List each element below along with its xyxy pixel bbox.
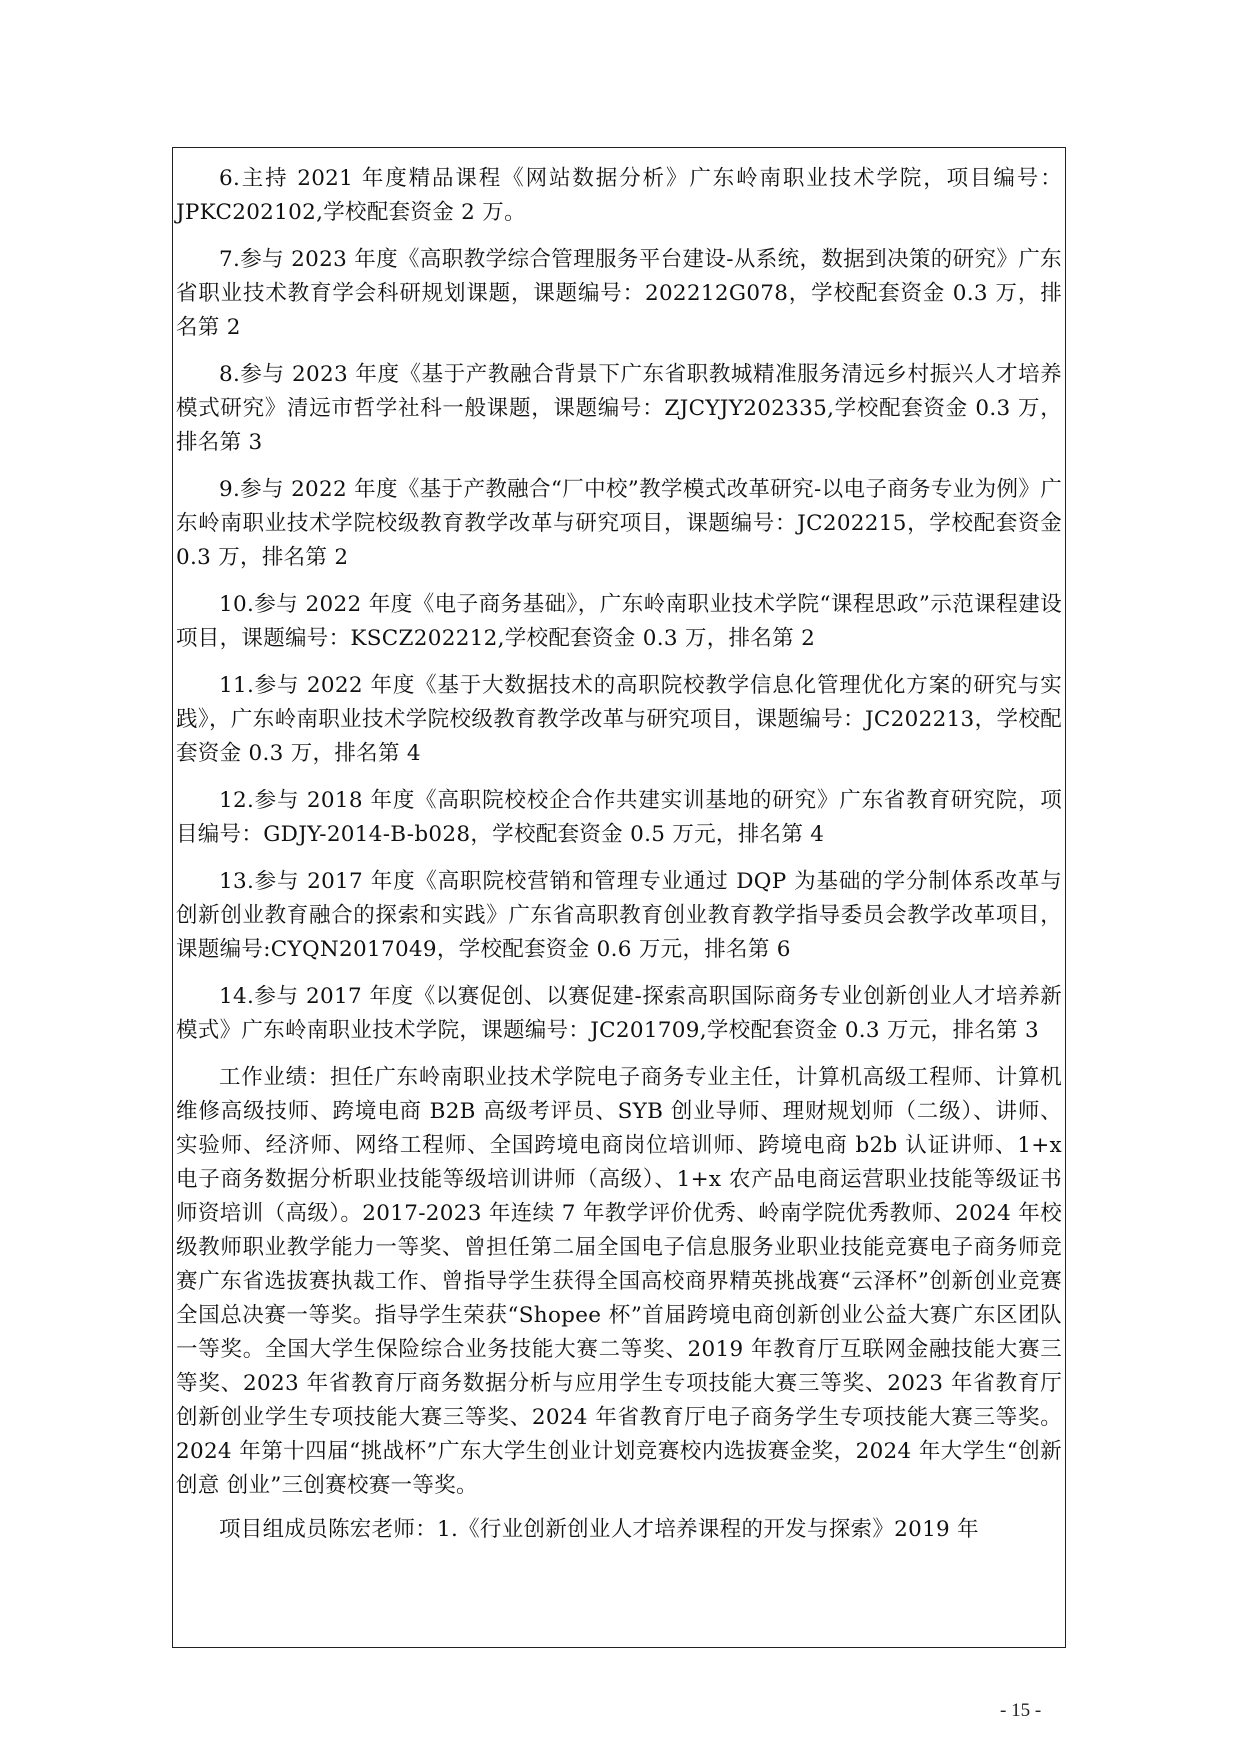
project-item-10: 10.参与 2022 年度《电子商务基础》，广东岭南职业技术学院“课程思政”示范课程建设项目，课题编号：KSCZ202212,学校配套资金 0.3 万，排名第 2 bbox=[176, 592, 1062, 651]
project-item-13: 13.参与 2017 年度《高职院校营销和管理专业通过 DQP 为基础的学分制体系改革与创新创业教育融合的探索和实践》广东省高职教育创业教育教学指导委员会教学改革项目，课题编号:CYQN2017049，学校配套资金 0.6 万元，排名第 6 bbox=[176, 869, 1062, 962]
table-cell-content bbox=[176, 162, 1062, 1560]
page-number: - 15 - bbox=[1000, 1700, 1042, 1721]
project-item-7: 7.参与 2023 年度《高职教学综合管理服务平台建设-从系统，数据到决策的研究》广东省职业技术教育学会科研规划课题，课题编号：202212G078，学校配套资金 0.3 万，排名第 2 bbox=[176, 247, 1062, 340]
project-item-11: 11.参与 2022 年度《基于大数据技术的高职院校教学信息化管理优化方案的研究与实践》，广东岭南职业技术学院校级教育教学改革与研究项目，课题编号：JC202213，学校配套资金 0.3 万，排名第 4 bbox=[176, 673, 1062, 766]
project-item-9: 9.参与 2022 年度《基于产教融合“厂中校”教学模式改革研究-以电子商务专业为例》广东岭南职业技术学院校级教育教学改革与研究项目，课题编号：JC202215，学校配套资金 0.3 万，排名第 2 bbox=[176, 477, 1062, 570]
project-item-14: 14.参与 2017 年度《以赛促创、以赛促建-探索高职国际商务专业创新创业人才培养新模式》广东岭南职业技术学院，课题编号：JC201709,学校配套资金 0.3 万元，排名第 3 bbox=[176, 984, 1062, 1043]
project-item-8: 8.参与 2023 年度《基于产教融合背景下广东省职教城精准服务清远乡村振兴人才培养模式研究》清远市哲学社科一般课题，课题编号：ZJCYJY202335,学校配套资金 0.3 万，排名第 3 bbox=[176, 362, 1062, 455]
project-item-6: 6.主持 2021 年度精品课程《网站数据分析》广东岭南职业技术学院，项目编号：JPKC202102,学校配套资金 2 万。 bbox=[176, 166, 1062, 225]
project-item-12: 12.参与 2018 年度《高职院校校企合作共建实训基地的研究》广东省教育研究院，项目编号：GDJY-2014-B-b028，学校配套资金 0.5 万元，排名第 4 bbox=[176, 788, 1062, 847]
work-achievements: 工作业绩：担任广东岭南职业技术学院电子商务专业主任，计算机高级工程师、计算机维修高级技师、跨境电商 B2B 高级考评员、SYB 创业导师、理财规划师（二级）、讲师、实验师、经济师、网络工程师、全国跨境电商岗位培训师、跨境电商 b2b 认证讲师、1+x 电子商务数据分析职业技能等级培训讲师（高级）、1+x 农产品电商运营职业技能等级证书师资培训（高级）。2017-2023 年连续 7 年教学评价优秀、岭南学院优秀教师、2024 年校级教师职业教学能力一等奖、曾担任第二届全国电子信息服务业职业技能竞赛电子商务师竞赛广东省选拔赛执裁工作、曾指导学生获得全国高校商界精英挑战赛“云泽杯”创新创业竞赛全国总决赛一等奖。指导学生荣获“Shopee 杯”首届跨境电商创新创业公益大赛广东区团队一等奖。全国大学生保险综合业务技能大赛二等奖、2019 年教育厅互联网金融技能大赛三等奖、2023 年省教育厅商务数据分析与应用学生专项技能大赛三等奖、2023 年省教育厅创新创业学生专项技能大赛三等奖、2024 年省教育厅电子商务学生专项技能大赛三等奖。2024 年第十四届“挑战杯”广东大学生创业计划竞赛校内选拔赛金奖，2024 年大学生“创新 创意 创业”三创赛校赛一等奖。 bbox=[176, 1065, 1062, 1498]
member-intro: 项目组成员陈宏老师：1.《行业创新创业人才培养课程的开发与探索》2019 年 bbox=[219, 1517, 979, 1542]
